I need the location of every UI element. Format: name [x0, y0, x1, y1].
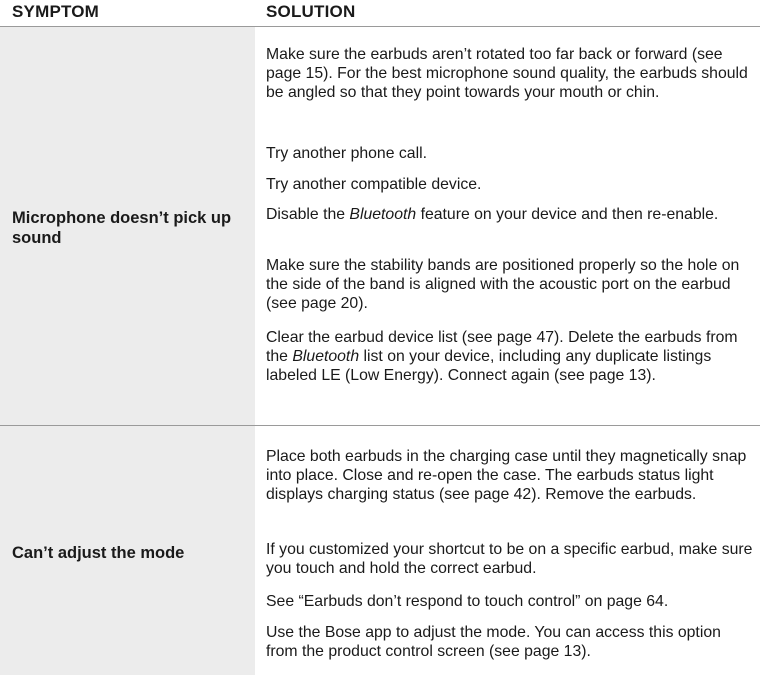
symptom-cell: [0, 27, 255, 425]
solution-item: See “Earbuds don’t respond to touch control” on page 64.: [266, 593, 669, 610]
solution-item: Disable the Bluetooth feature on your device and then re-enable.: [266, 206, 719, 223]
symptom-cell: [0, 426, 255, 675]
solution-cell: [255, 27, 760, 425]
solution-column-header: SOLUTION: [266, 2, 356, 21]
solution-item: Make sure the stability bands are positioned properly so the hole on the side of the band is aligned with the acoustic port on the earbud (see page 20).: [266, 257, 740, 312]
symptom-text: Can’t adjust the mode: [12, 544, 185, 562]
solution-item: Clear the earbud device list (see page 47). Delete the earbuds from the Bluetooth list on your device, including any duplicate listings labeled LE (Low Energy). Connect again (see page 13).: [266, 329, 738, 384]
solution-item: Try another phone call.: [266, 145, 427, 162]
solution-item: Try another compatible device.: [266, 176, 482, 193]
symptom-text: Microphone doesn’t pick up sound: [12, 209, 232, 247]
solution-item: Place both earbuds in the charging case until they magnetically snap into place. Close and re-open the case. The earbuds status light displays charging status (see page 42). Remove the earbuds.: [266, 448, 747, 503]
table-row: [0, 426, 760, 675]
solution-item: Make sure the earbuds aren’t rotated too far back or forward (see page 15). For the best microphone sound quality, the earbuds should be angled so that they point towards your mouth or chin.: [266, 46, 748, 101]
table-header: [0, 0, 760, 27]
solution-item: If you customized your shortcut to be on a specific earbud, make sure you touch and hold the correct earbud.: [266, 541, 753, 577]
symptom-column-header: SYMPTOM: [12, 2, 100, 21]
solution-item: Use the Bose app to adjust the mode. You can access this option from the product control screen (see page 13).: [266, 624, 721, 660]
table-row: [0, 27, 760, 426]
solution-cell: [255, 426, 760, 675]
